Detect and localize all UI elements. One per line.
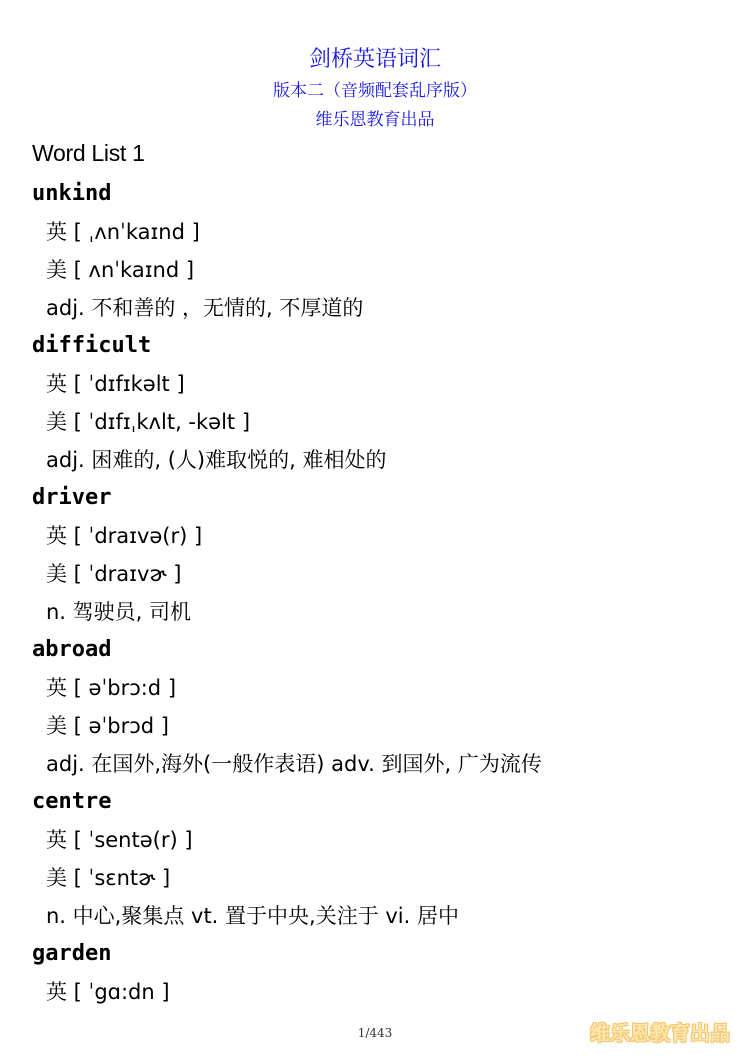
headword: difficult [32, 333, 152, 358]
document-header [0, 44, 750, 134]
uk-pronunciation: 英 [ əˈbrɔ:d ] [46, 676, 177, 700]
definition: adj. 困难的, (人)难取悦的, 难相处的 [46, 448, 387, 472]
us-pronunciation: 美 [ ˈdraɪvɚ ] [46, 562, 182, 586]
uk-pronunciation: 英 [ ˈsentə(r) ] [46, 828, 193, 852]
headword: unkind [32, 181, 112, 206]
headword: driver [32, 485, 112, 510]
uk-pronunciation: 英 [ ˈgɑ:dn ] [46, 980, 170, 1004]
word-entry [32, 935, 732, 1011]
publisher-line: 维乐恩教育出品 [315, 110, 435, 130]
us-pronunciation: 美 [ ˈsɛntɚ ] [46, 866, 171, 890]
uk-pronunciation: 英 [ ˈdraɪvə(r) ] [46, 524, 203, 548]
word-entry [32, 479, 732, 631]
definition: n. 驾驶员, 司机 [46, 600, 192, 624]
word-entry [32, 175, 732, 327]
us-pronunciation: 美 [ əˈbrɔd ] [46, 714, 169, 738]
word-entry [32, 327, 732, 479]
headword: garden [32, 941, 112, 966]
word-list-title: Word List 1 [32, 140, 145, 166]
page-number: 1/443 [357, 1026, 393, 1040]
document-title: 剑桥英语词汇 [308, 47, 441, 72]
word-entry [32, 631, 732, 783]
definition: adj. 不和善的 ，无情的, 不厚道的 [46, 296, 364, 320]
us-pronunciation: 美 [ ʌnˈkaɪnd ] [46, 258, 195, 282]
word-list [32, 175, 732, 1011]
watermark-logo: 维乐恩教育出品 [590, 1021, 730, 1045]
uk-pronunciation: 英 [ ˈdɪfɪkəlt ] [46, 372, 185, 396]
headword: abroad [32, 637, 112, 662]
definition: n. 中心,聚集点 vt. 置于中央,关注于 vi. 居中 [46, 904, 459, 928]
word-entry [32, 783, 732, 935]
definition: adj. 在国外,海外(一般作表语) adv. 到国外, 广为流传 [46, 752, 542, 776]
headword: centre [32, 789, 112, 814]
document-subtitle: 版本二（音频配套乱序版） [273, 81, 477, 101]
us-pronunciation: 美 [ ˈdɪfɪˌkʌlt, -kəlt ] [46, 410, 251, 434]
uk-pronunciation: 英 [ ˌʌnˈkaɪnd ] [46, 220, 200, 244]
